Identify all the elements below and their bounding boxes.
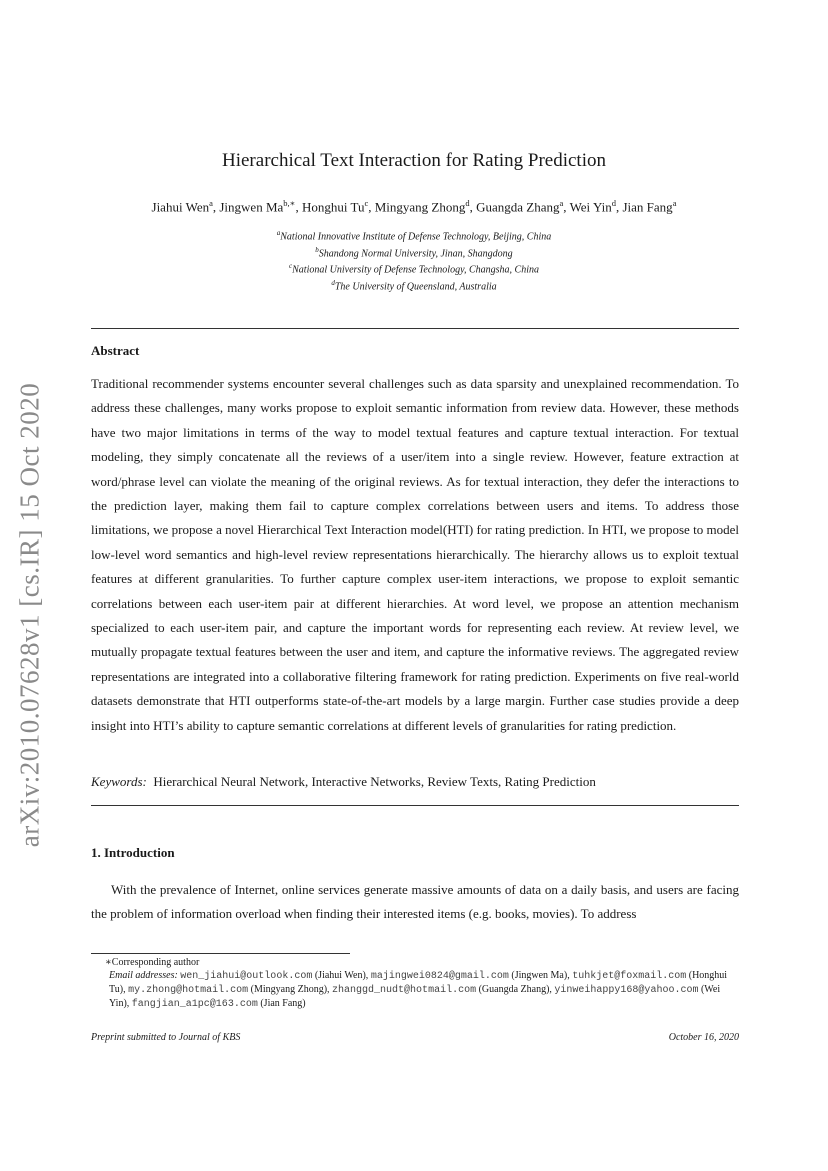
affiliation-text: The University of Queensland, Australia bbox=[334, 281, 497, 293]
author-name: Wei Yin bbox=[569, 199, 612, 215]
keywords-text: Hierarchical Neural Network, Interactive Networks, Review Texts, Rating Prediction bbox=[153, 774, 596, 789]
abstract-text: Traditional recommender systems encounter several challenges such as data sparsity and unexplained recommendation. To address these challenges, many works propose to exploit semantic information from review data. However, these methods have two major limitations in terms of the way to model textual features and capture textual interaction. For textual modeling, they simply concatenate all the reviews of a user/item into a single review. However, feature extraction at word/phrase level can violate the meaning of the original reviews. As for textual interaction, they defer the interactions to the prediction layer, making them fail to capture complex correlations between users and items. To address those limitations, we propose a novel Hierarchical Text Interaction model(HTI) for rating prediction. In HTI, we propose to model low-level word semantics and high-level review representations hierarchically. The hierarchy allows us to exploit textual features at different granularities. To further capture complex user-item interactions, we propose to exploit semantic correlations between each user-item pair at different hierarchies. At word level, we propose an attention mechanism specialized to each user-item pair, and capture the important words for representing each review. At review level, we mutually propagate textual features between the user and item, and capture the informative reviews. The aggregated review representations are integrated into a collaborative filtering framework for rating prediction. Experiments on five real-world datasets demonstrate that HTI outperforms state-of-the-art models by a large margin. Further case studies provide a deep insight into HTI’s ability to capture semantic correlations at different levels of granularities for rating prediction. bbox=[91, 376, 739, 733]
affiliation-mark: b bbox=[315, 245, 319, 254]
email-owner: Jian Fang bbox=[263, 998, 303, 1009]
arxiv-identifier: arXiv:2010.07628v1 [cs.IR] 15 Oct 2020 bbox=[14, 382, 45, 848]
author-name: Jingwen Ma bbox=[219, 199, 284, 215]
author-name: Honghui Tu bbox=[301, 199, 365, 215]
email-owner: Honghui Tu bbox=[109, 970, 728, 995]
author-affiliation-mark: d bbox=[611, 198, 616, 208]
email-address-link[interactable]: zhanggd_nudt@hotmail.com bbox=[332, 985, 477, 996]
author-affiliation-mark: b,∗ bbox=[283, 198, 296, 208]
email-address-link[interactable]: tuhkjet@foxmail.com bbox=[572, 971, 687, 982]
author-affiliation-mark: d bbox=[465, 198, 470, 208]
author-name: Jiahui Wen bbox=[151, 199, 210, 215]
author-name: Mingyang Zhong bbox=[374, 199, 466, 215]
email-address-link[interactable]: wen_jiahui@outlook.com bbox=[180, 971, 313, 982]
affiliation-line bbox=[0, 277, 828, 294]
arxiv-stamp bbox=[8, 375, 52, 855]
author-name: Jian Fang bbox=[622, 199, 673, 215]
email-owner: Jingwen Ma bbox=[514, 970, 564, 981]
email-addresses: Email addresses: wen_jiahui@outlook.com (Jiahui Wen), majingwei0824@gmail.com (Jingwen Ma), tuhkjet@foxmail.com (Honghui Tu), my.zhong@hotmail.com (Mingyang Zhong), zhanggd_nudt@hotmail.com (Guangda Zhang), yinweihappy168@yahoo.com (Wei Yin), fangjian_a1pc@163.com (Jian Fang) bbox=[109, 970, 728, 1010]
affiliation-line bbox=[0, 260, 828, 277]
email-owner: Jiahui Wen bbox=[318, 970, 363, 981]
footnote-rule bbox=[91, 953, 350, 954]
keywords bbox=[91, 774, 739, 790]
footnotes bbox=[91, 956, 739, 1011]
preprint-date: October 16, 2020 bbox=[668, 1032, 739, 1043]
author-separator: , bbox=[212, 199, 220, 215]
author-separator: , bbox=[368, 199, 375, 215]
section-heading-introduction: 1. Introduction bbox=[91, 845, 175, 860]
affiliation-line bbox=[0, 227, 828, 244]
email-address-link[interactable]: my.zhong@hotmail.com bbox=[128, 985, 249, 996]
affiliation-mark: c bbox=[289, 262, 293, 271]
affiliation-mark: d bbox=[331, 278, 335, 287]
author-affiliation-mark: a bbox=[209, 198, 213, 208]
affiliation-text: Shandong Normal University, Jinan, Shangdong bbox=[318, 247, 513, 259]
author-affiliation-mark: a bbox=[672, 198, 677, 208]
corresponding-author-note: ∗Corresponding author bbox=[105, 957, 200, 968]
paper-title: Hierarchical Text Interaction for Rating Prediction bbox=[222, 150, 606, 171]
author-affiliation-mark: a bbox=[559, 198, 564, 208]
email-owner: Guangda Zhang bbox=[481, 984, 547, 995]
author-separator: , bbox=[615, 199, 623, 215]
introduction-text: With the prevalence of Internet, online services generate massive amounts of data on a daily basis, and users are facing the problem of information overload when finding their interested items (e.g. books, movies). To address bbox=[91, 882, 739, 922]
email-owner: Wei Yin bbox=[109, 984, 721, 1009]
top-rule bbox=[91, 328, 739, 329]
email-owner: Mingyang Zhong bbox=[253, 984, 324, 995]
affiliation-line bbox=[0, 244, 828, 261]
affiliation-list bbox=[0, 227, 828, 294]
bottom-rule bbox=[91, 805, 739, 806]
email-address-link[interactable]: fangjian_a1pc@163.com bbox=[131, 999, 258, 1010]
author-separator: , bbox=[295, 199, 302, 215]
author-separator: , bbox=[469, 199, 477, 215]
affiliation-text: National Innovative Institute of Defense Technology, Beijing, China bbox=[280, 231, 552, 243]
keywords-label: Keywords: bbox=[91, 774, 147, 789]
email-label: Email addresses: bbox=[109, 970, 178, 981]
author-affiliation-mark: c bbox=[364, 198, 369, 208]
email-address-link[interactable]: yinweihappy168@yahoo.com bbox=[554, 985, 699, 996]
author-list bbox=[0, 198, 828, 215]
affiliation-mark: a bbox=[276, 229, 281, 237]
preprint-note: Preprint submitted to Journal of KBS bbox=[91, 1032, 241, 1043]
author-separator: , bbox=[563, 199, 570, 215]
author-name: Guangda Zhang bbox=[476, 199, 560, 215]
abstract-heading: Abstract bbox=[91, 343, 140, 358]
affiliation-text: National University of Defense Technology, Changsha, China bbox=[292, 264, 539, 276]
email-address-link[interactable]: majingwei0824@gmail.com bbox=[370, 971, 509, 982]
